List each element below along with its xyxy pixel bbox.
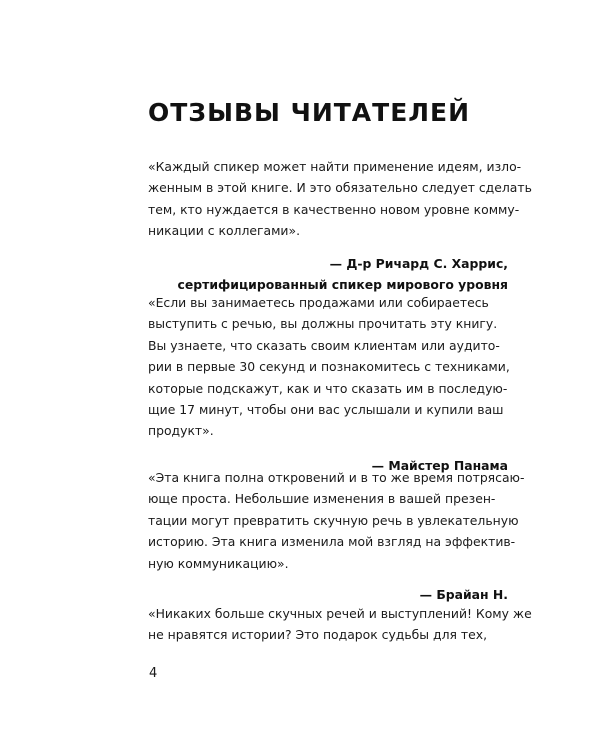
- quote-line: рии в первые 30 секунд и познакомитесь с техниками,: [148, 359, 510, 375]
- quote-line: «Каждый спикер может найти применение идеям, изло-: [148, 159, 522, 174]
- quote-line: тем, кто нуждается в качественно новом уровне комму-: [148, 201, 520, 217]
- attribution-line: — Майстер Панама: [371, 457, 508, 473]
- quote-line: Вы узнаете, что сказать своим клиентам или аудито-: [148, 337, 500, 353]
- quote-line: которые подскажут, как и что сказать им в последую-: [148, 380, 508, 396]
- quote-line: юще проста. Небольшие изменения в вашей презен-: [148, 491, 496, 507]
- review-1: [148, 156, 532, 295]
- quote-line: историю. Эта книга изменила мой взгляд на эффектив-: [148, 534, 516, 550]
- quote-line: «Если вы занимаетесь продажами или собираетесь: [148, 295, 489, 310]
- attribution-line: — Д-р Ричард С. Харрис,: [329, 255, 508, 271]
- page-number: 4: [149, 666, 158, 681]
- review-attribution: [148, 253, 508, 295]
- quote-line: выступить с речью, вы должны прочитать эту книгу.: [148, 316, 498, 332]
- review-quote: [148, 603, 532, 646]
- attribution-line: сертифицированный спикер мирового уровня: [177, 276, 508, 292]
- review-attribution: [148, 584, 508, 605]
- quote-line: ную коммуникацию».: [148, 555, 289, 571]
- quote-line: щие 17 минут, чтобы они вас услышали и купили ваш: [148, 402, 504, 418]
- review-quote: [148, 156, 532, 242]
- review-3: [148, 467, 525, 605]
- quote-line: тации могут превратить скучную речь в увлекательную: [148, 512, 519, 528]
- quote-line: никации с коллегами».: [148, 223, 301, 239]
- quote-line: не нравятся истории? Это подарок судьбы для тех,: [148, 627, 488, 643]
- review-quote: [148, 467, 525, 574]
- quote-line: продукт».: [148, 423, 214, 439]
- review-2: [148, 292, 508, 476]
- attribution-line: — Брайан Н.: [419, 587, 508, 603]
- quote-line: «Никаких больше скучных речей и выступлений! Кому же: [148, 606, 532, 621]
- page-heading: ОТЗЫВЫ ЧИТАТЕЛЕЙ: [148, 98, 471, 127]
- quote-line: «Эта книга полна откровений и в то же время потрясаю-: [148, 470, 525, 485]
- quote-line: женным в этой книге. И это обязательно следует сделать: [148, 180, 532, 196]
- review-quote: [148, 292, 508, 442]
- review-4: [148, 603, 532, 646]
